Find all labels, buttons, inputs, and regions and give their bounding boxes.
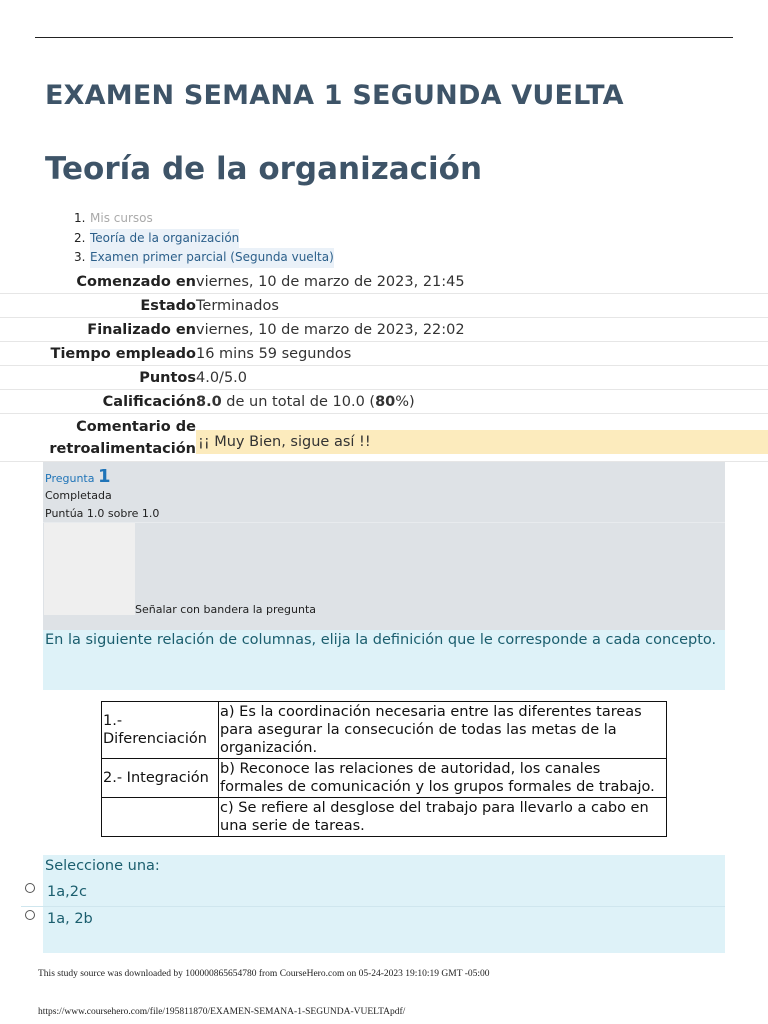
summary-row-feedback <box>0 414 768 462</box>
answer-option[interactable] <box>21 906 725 930</box>
table-row <box>102 798 667 837</box>
summary-value: Terminados <box>196 297 279 314</box>
attempt-summary-table <box>0 270 768 462</box>
download-notice: This study source was downloaded by 100000865654780 from CourseHero.com on 05-24-2023 19:10:19 GMT -05:00 <box>38 969 490 979</box>
feedback-label-line2: retroalimentación <box>49 441 196 457</box>
exam-title: EXAMEN SEMANA 1 SEGUNDA VUELTA <box>45 80 624 111</box>
summary-row-grade <box>0 390 768 414</box>
breadcrumb <box>74 209 334 268</box>
concept-cell: 2.- Integración <box>102 759 219 798</box>
summary-value: viernes, 10 de marzo de 2023, 22:02 <box>196 321 465 338</box>
summary-row-state <box>0 294 768 318</box>
summary-label: Tiempo empleado <box>50 345 196 362</box>
answer-prompt: Seleccione una: <box>45 858 160 874</box>
answer-option-label[interactable]: 1a, 2b <box>47 911 93 927</box>
definition-cell: b) Reconoce las relaciones de autoridad, los canales formales de comunicación y los grupos formales de trabajo. <box>219 759 667 798</box>
summary-value: 4.0/5.0 <box>196 369 248 386</box>
summary-row-points <box>0 366 768 390</box>
concept-cell: 1.- Diferenciación <box>102 702 219 759</box>
info-divider <box>43 522 725 523</box>
summary-value: 16 mins 59 segundos <box>196 345 352 362</box>
grade-total-text: de un total de 10.0 ( <box>221 393 376 410</box>
definition-cell: c) Se refiere al desglose del trabajo para llevarlo a cabo en una serie de tareas. <box>219 798 667 837</box>
summary-label: Calificación <box>102 393 196 410</box>
grade-percent-close: %) <box>395 393 415 410</box>
question-text: En la siguiente relación de columnas, elija la definición que le corresponde a cada concepto. <box>43 630 725 690</box>
flag-question-link[interactable]: Señalar con bandera la pregunta <box>135 603 317 616</box>
summary-row-finished <box>0 318 768 342</box>
answer-panel <box>43 855 725 953</box>
summary-label: Comenzado en <box>76 273 196 290</box>
grade-score: 8.0 <box>196 393 222 410</box>
question-state: Completada <box>45 489 112 502</box>
concept-cell <box>102 798 219 837</box>
breadcrumb-number: 3. <box>74 250 86 264</box>
breadcrumb-link-my-courses[interactable]: Mis cursos <box>90 211 153 225</box>
feedback-label-line1: Comentario de <box>76 419 196 435</box>
summary-value <box>196 394 415 410</box>
flag-icon-placeholder[interactable] <box>44 523 135 615</box>
summary-row-started <box>0 270 768 294</box>
breadcrumb-number: 1. <box>74 211 86 225</box>
definition-cell: a) Es la coordinación necesaria entre las diferentes tareas para asegurar la consecución de todas las metas de la organización. <box>219 702 667 759</box>
question-number <box>45 466 111 487</box>
breadcrumb-number: 2. <box>74 230 86 245</box>
breadcrumb-link-course[interactable]: Teoría de la organización <box>90 229 239 249</box>
summary-label: Puntos <box>139 369 196 386</box>
table-row <box>102 759 667 798</box>
grade-percent: 80 <box>375 393 396 410</box>
breadcrumb-link-exam[interactable]: Examen primer parcial (Segunda vuelta) <box>90 248 334 268</box>
feedback-value: ¡¡ Muy Bien, sigue así !! <box>196 430 768 454</box>
summary-label: Finalizado en <box>87 321 196 338</box>
radio-button[interactable] <box>21 907 43 929</box>
breadcrumb-item-my-courses <box>74 209 334 229</box>
answer-option[interactable] <box>21 880 725 904</box>
radio-button[interactable] <box>21 880 43 902</box>
columns-relation-table <box>101 701 667 837</box>
table-row <box>102 702 667 759</box>
question-grade: Puntúa 1.0 sobre 1.0 <box>45 507 160 520</box>
question-prefix: Pregunta <box>45 472 95 485</box>
question-number-value: 1 <box>97 466 111 487</box>
course-title: Teoría de la organización <box>45 151 483 187</box>
breadcrumb-item-course <box>74 229 334 249</box>
summary-row-time <box>0 342 768 366</box>
question-info-panel <box>43 462 725 630</box>
summary-label <box>0 414 196 461</box>
top-divider <box>35 37 733 38</box>
summary-label: Estado <box>140 297 196 314</box>
answer-option-label[interactable]: 1a,2c <box>47 884 87 900</box>
breadcrumb-item-exam <box>74 248 334 268</box>
summary-value: viernes, 10 de marzo de 2023, 21:45 <box>196 273 465 290</box>
source-url: https://www.coursehero.com/file/195811870/EXAMEN-SEMANA-1-SEGUNDA-VUELTApdf/ <box>38 1007 406 1017</box>
